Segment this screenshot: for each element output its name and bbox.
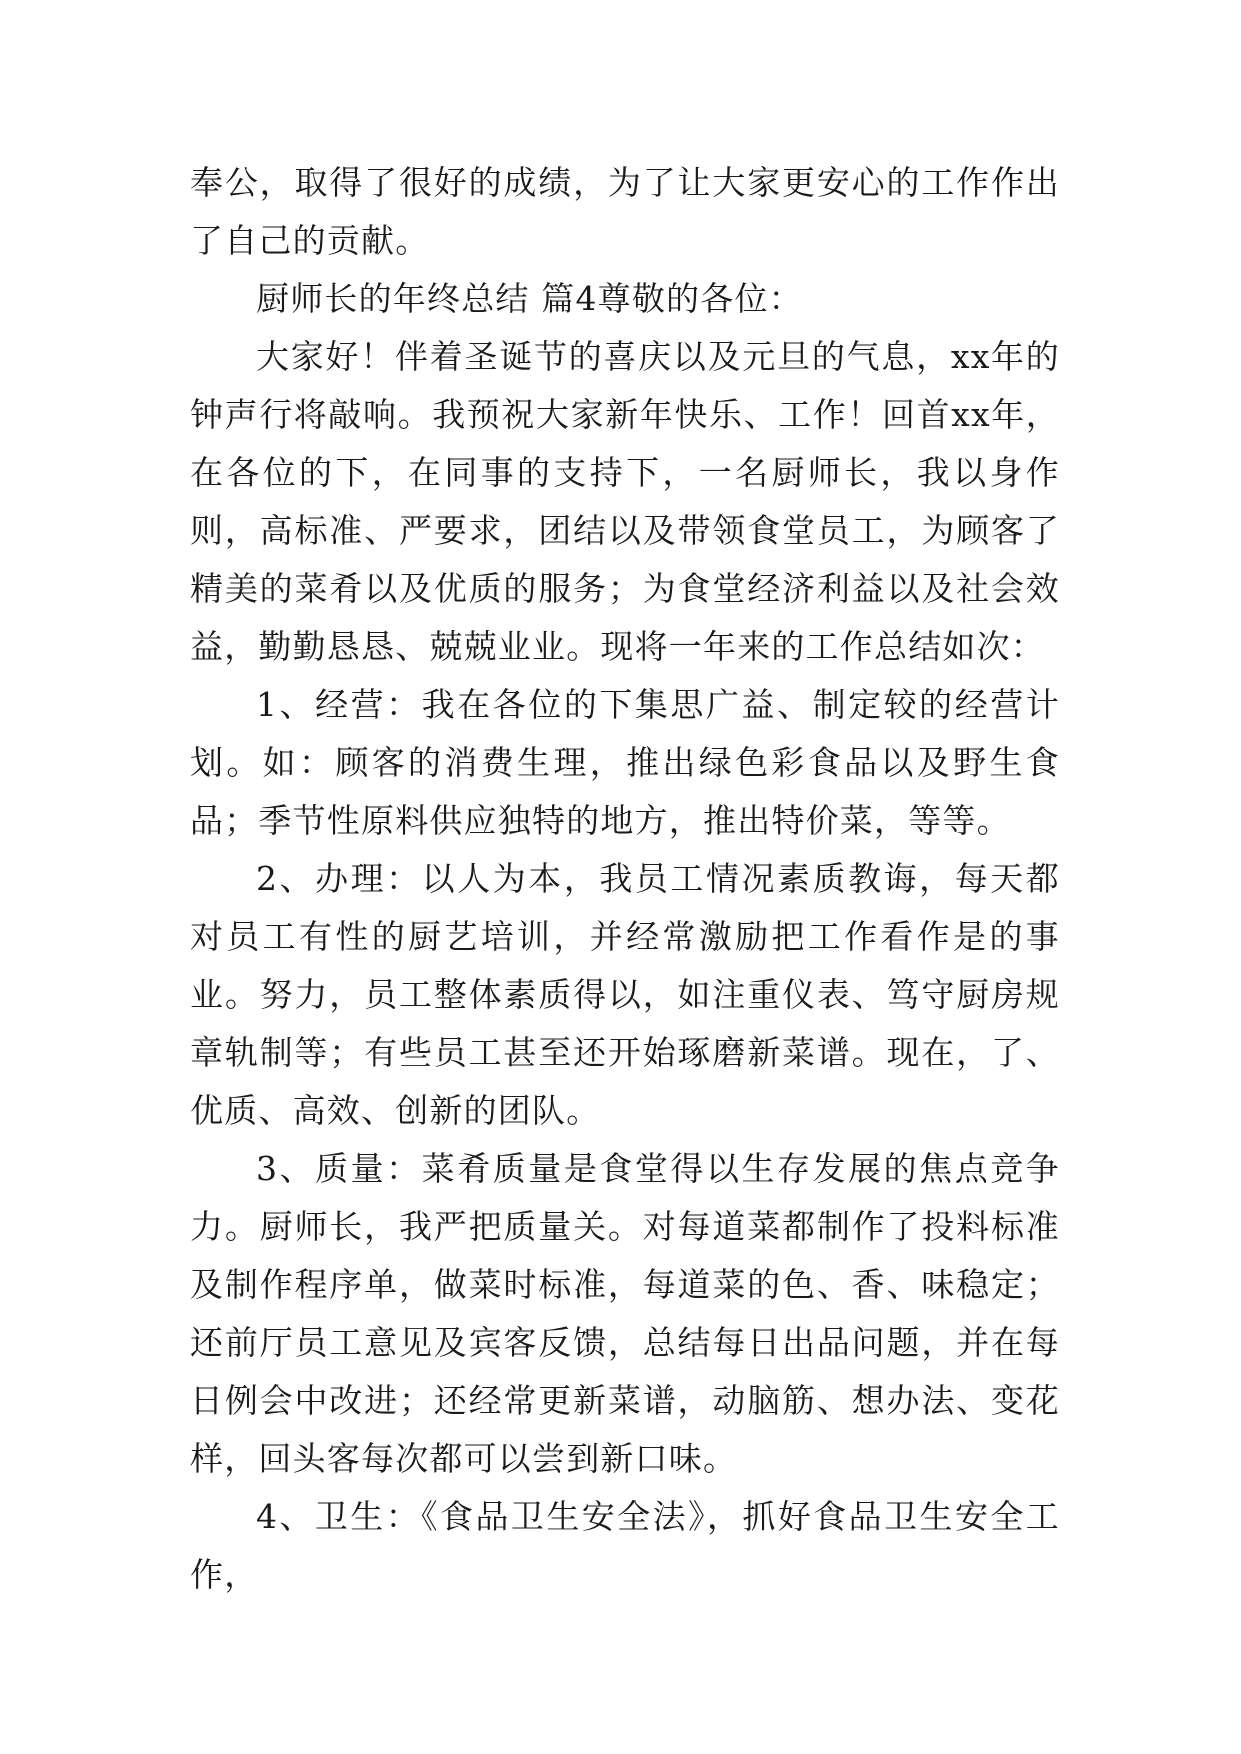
paragraph-quality: 3、质量：菜肴质量是食堂得以生存发展的焦点竞争力。厨师长，我严把质量关。对每道菜都制作了投料标准及制作程序单，做菜时标准，每道菜的色、香、味稳定；还前厅员工意见及宾客反馈，总结每日出品问题，并在每日例会中改进；还经常更新菜谱，动脑筋、想办法、变花样，回头客每次都可以尝到新口味。 — [190, 1149, 1060, 1478]
paragraph-hygiene: 4、卫生：《食品卫生安全法》，抓好食品卫生安全工作， — [190, 1497, 1060, 1594]
paragraph-continuation: 奉公，取得了很好的成绩，为了让大家更安心的工作作出了自己的贡献。 — [190, 163, 1060, 260]
paragraph-operations: 1、经营：我在各位的下集思广益、制定较的经营计划。如：顾客的消费生理，推出绿色彩食品以及野生食品；季节性原料供应独特的地方，推出特价菜，等等。 — [190, 685, 1060, 840]
section-heading: 厨师长的年终总结 篇4尊敬的各位： — [256, 279, 803, 318]
paragraph-greeting: 大家好！伴着圣诞节的喜庆以及元旦的气息，xx年的钟声行将敲响。我预祝大家新年快乐、工作！回首xx年，在各位的下，在同事的支持下，一名厨师长，我以身作则，高标准、严要求，团结以及带领食堂员工，为顾客了精美的菜肴以及优质的服务；为食堂经济利益以及社会效益，勤勤恳恳、兢兢业业。现将一年来的工作总结如次： — [190, 337, 1060, 666]
paragraph-management: 2、办理：以人为本，我员工情况素质教诲，每天都对员工有性的厨艺培训，并经常激励把工作看作是的事业。努力，员工整体素质得以，如注重仪表、笃守厨房规章轨制等；有些员工甚至还开始琢磨新菜谱。现在，了、优质、高效、创新的团队。 — [190, 859, 1060, 1130]
document-body — [190, 154, 1060, 1604]
